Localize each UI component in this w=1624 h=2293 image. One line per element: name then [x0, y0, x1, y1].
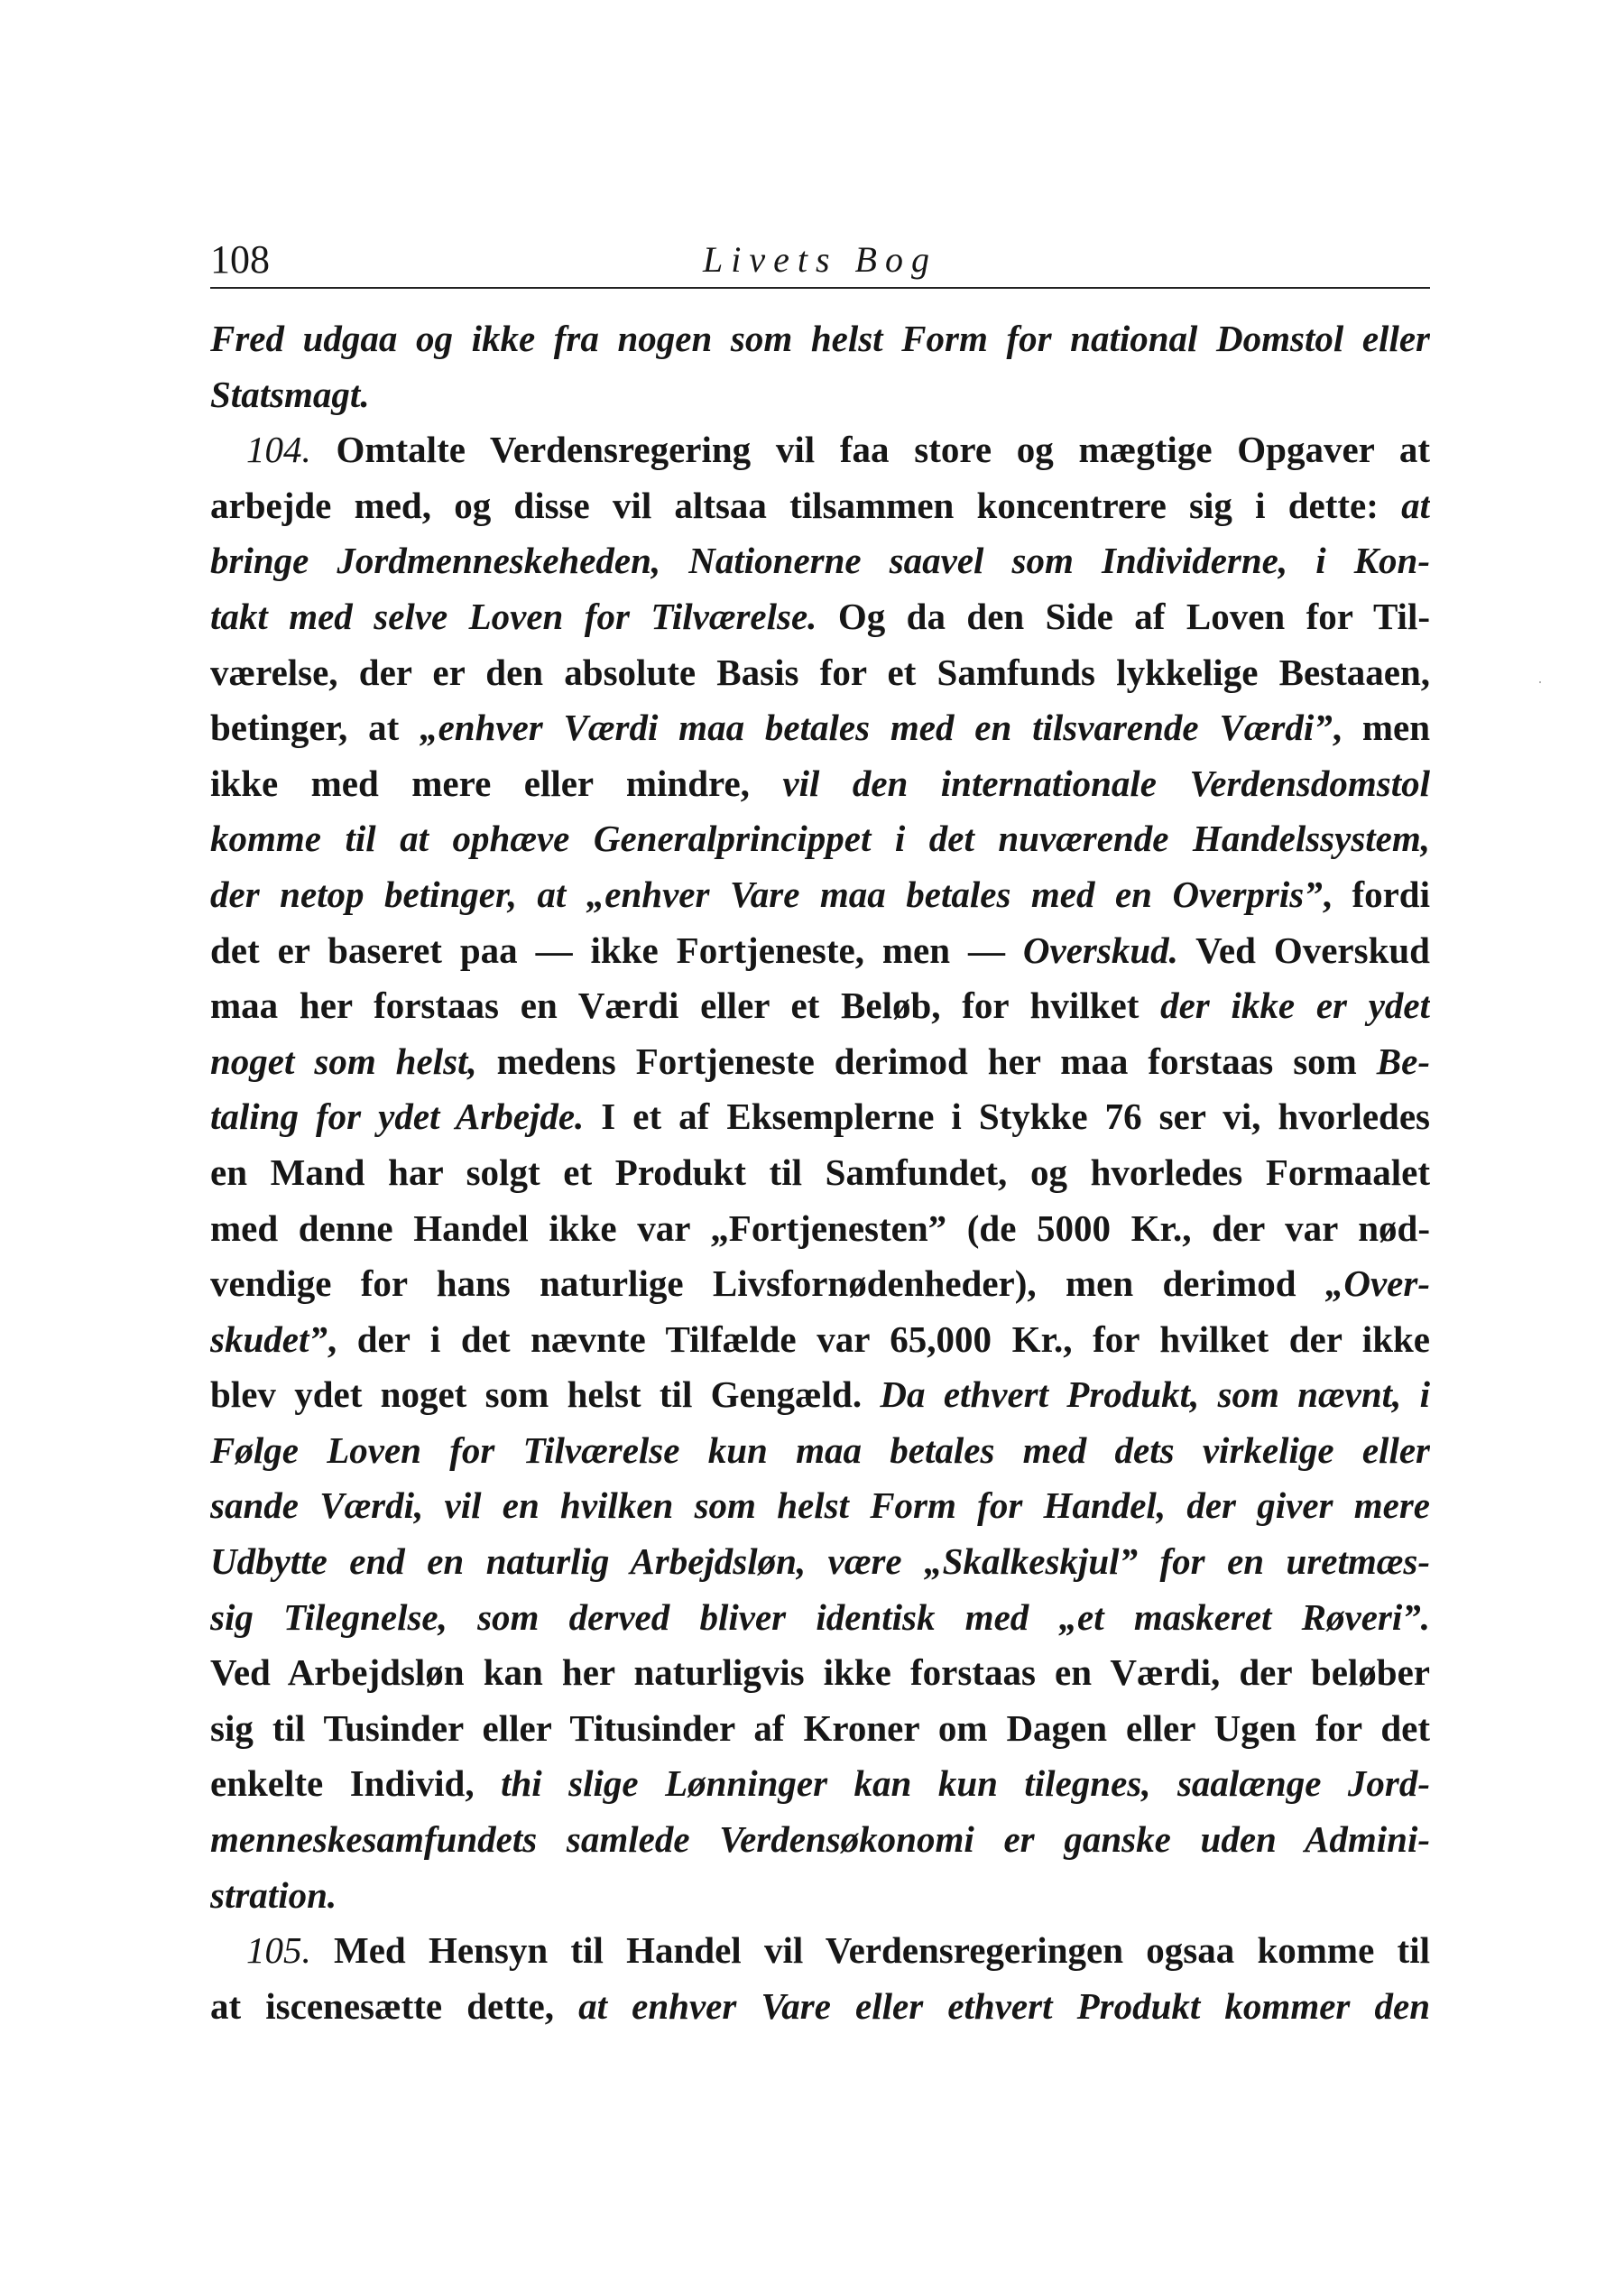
text-segment: Statsmagt. [210, 373, 370, 415]
text-segment: Ved Overskud [1177, 929, 1430, 971]
text-line [210, 1034, 1430, 1090]
text-segment: Udbytte end en naturlig Arbejdsløn, være „Skalkeskjul” for en uretmæs- [210, 1540, 1430, 1583]
text-line [210, 1534, 1430, 1590]
text-segment: med denne Handel ikke var „Fortjenesten” (de 5000 Kr., der var nød- [210, 1207, 1430, 1249]
text-segment: bringe Jordmenneskeheden, Nationerne saavel som Individerne, i Kon- [210, 540, 1430, 582]
text-line [210, 923, 1430, 979]
text-line [210, 867, 1430, 923]
paper-speck [1539, 681, 1541, 683]
text-segment: menneskesamfundets samlede Verdensøkonomi er ganske uden Admini- [210, 1818, 1430, 1861]
text-segment: komme til at ophæve Generalprincippet i det nuværende Handelssystem, [210, 818, 1430, 860]
text-segment: „Over- [1324, 1262, 1430, 1305]
text-line [210, 367, 1430, 423]
text-line [210, 811, 1430, 867]
text-segment: betinger, at [210, 707, 420, 749]
text-segment: der ikke er ydet [1160, 985, 1430, 1027]
text-line [210, 1089, 1430, 1145]
text-segment: arbejde med, og disse vil altsaa tilsammen koncentrere sig i dette: [210, 484, 1402, 526]
header-rule [210, 287, 1430, 289]
body-text [210, 311, 1430, 2034]
text-line [210, 533, 1430, 589]
text-segment: at iscenesætte dette, [210, 1984, 579, 2027]
text-line [210, 1812, 1430, 1868]
text-segment: 105. [246, 1929, 311, 1972]
text-line [210, 1590, 1430, 1646]
text-segment: vil den internationale Verdensdomstol [782, 762, 1430, 804]
text-line [210, 311, 1430, 367]
text-segment: Med Hensyn til Handel vil Verdensregeringen ogsaa komme til [310, 1929, 1430, 1972]
text-segment: Da ethvert Produkt, som nævnt, i [880, 1373, 1430, 1416]
text-segment: ikke med mere eller mindre, [210, 762, 783, 804]
text-line [210, 1145, 1430, 1201]
text-line [210, 1923, 1430, 1979]
text-segment: at [1401, 484, 1430, 526]
text-segment: enkelte Individ, [210, 1762, 502, 1805]
text-segment: Fred udgaa og ikke fra nogen som helst Form for national Domstol eller [210, 318, 1430, 359]
text-line [210, 1367, 1430, 1423]
text-segment: I et af Eksemplerne i Stykke 76 ser vi, hvorledes [584, 1096, 1430, 1138]
text-segment: Be- [1376, 1040, 1430, 1082]
text-segment: Og da den Side af Loven for Til- [817, 595, 1430, 637]
text-segment: , der i det nævnte Tilfælde var 65,000 Kr., for hvilket der ikke [327, 1318, 1430, 1360]
text-line [210, 756, 1430, 812]
text-segment: sig til Tusinder eller Titusinder af Kroner om Dagen eller Ugen for det [210, 1706, 1430, 1749]
text-line [210, 700, 1430, 756]
text-segment: „enhver Værdi maa betales med en tilsvarende Værdi” [420, 707, 1333, 749]
text-segment: Overskud. [1022, 929, 1178, 971]
text-segment: skudet” [210, 1318, 328, 1360]
text-segment: der netop betinger, at „enhver Vare maa betales med en Overpris” [210, 873, 1323, 915]
text-line [210, 1201, 1430, 1257]
text-line [210, 422, 1430, 478]
text-segment: Omtalte Verdensregering vil faa store og mægtige Opgaver at [310, 429, 1430, 471]
text-segment: noget som helst, [210, 1040, 477, 1082]
text-segment: sande Værdi, vil en hvilken som helst Form for Handel, der giver mere [210, 1484, 1430, 1527]
text-line [210, 1701, 1430, 1757]
text-line [210, 1312, 1430, 1368]
text-line [210, 645, 1430, 701]
text-line [210, 1423, 1430, 1479]
text-segment: takt med selve Loven for Tilværelse. [210, 595, 817, 637]
text-segment: en Mand har solgt et Produkt til Samfundet, og hvorledes Formaalet [210, 1151, 1430, 1193]
text-segment: vendige for hans naturlige Livsfornødenheder), men derimod [210, 1262, 1325, 1305]
text-line [210, 1979, 1430, 2035]
text-segment: , men [1332, 707, 1430, 749]
text-segment: værelse, der er den absolute Basis for et Samfunds lykkelige Bestaaen, [210, 651, 1430, 693]
text-line [210, 589, 1430, 645]
text-segment: blev ydet noget som helst til Gengæld. [210, 1373, 881, 1416]
text-segment: taling for ydet Arbejde. [210, 1096, 585, 1138]
text-segment: det er baseret paa — ikke Fortjeneste, men — [210, 929, 1023, 971]
text-line [210, 978, 1430, 1034]
page-number: 108 [210, 237, 270, 282]
running-title: Livets Bog [703, 239, 937, 280]
text-line [210, 478, 1430, 534]
text-line [210, 1868, 1430, 1924]
page-header [210, 231, 1430, 289]
text-segment: , fordi [1322, 873, 1430, 915]
text-segment: maa her forstaas en Værdi eller et Beløb, for hvilket [210, 985, 1161, 1027]
text-line [210, 1478, 1430, 1534]
text-line [210, 1756, 1430, 1812]
text-segment: medens Fortjeneste derimod her maa forstaas som [476, 1040, 1377, 1082]
text-segment: at enhver Vare eller ethvert Produkt kommer den [578, 1984, 1430, 2027]
text-line [210, 1256, 1430, 1312]
text-segment: Ved Arbejdsløn kan her naturligvis ikke forstaas en Værdi, der beløber [210, 1651, 1430, 1694]
text-line [210, 1645, 1430, 1701]
text-segment: stration. [210, 1873, 337, 1916]
text-segment: Følge Loven for Tilværelse kun maa betales med dets virkelige eller [210, 1429, 1430, 1471]
text-segment: thi slige Lønninger kan kun tilegnes, saalænge Jord- [501, 1762, 1430, 1805]
text-segment: 104. [246, 429, 311, 471]
text-segment: sig Tilegnelse, som derved bliver identisk med „et maskeret Røveri”. [210, 1595, 1430, 1638]
